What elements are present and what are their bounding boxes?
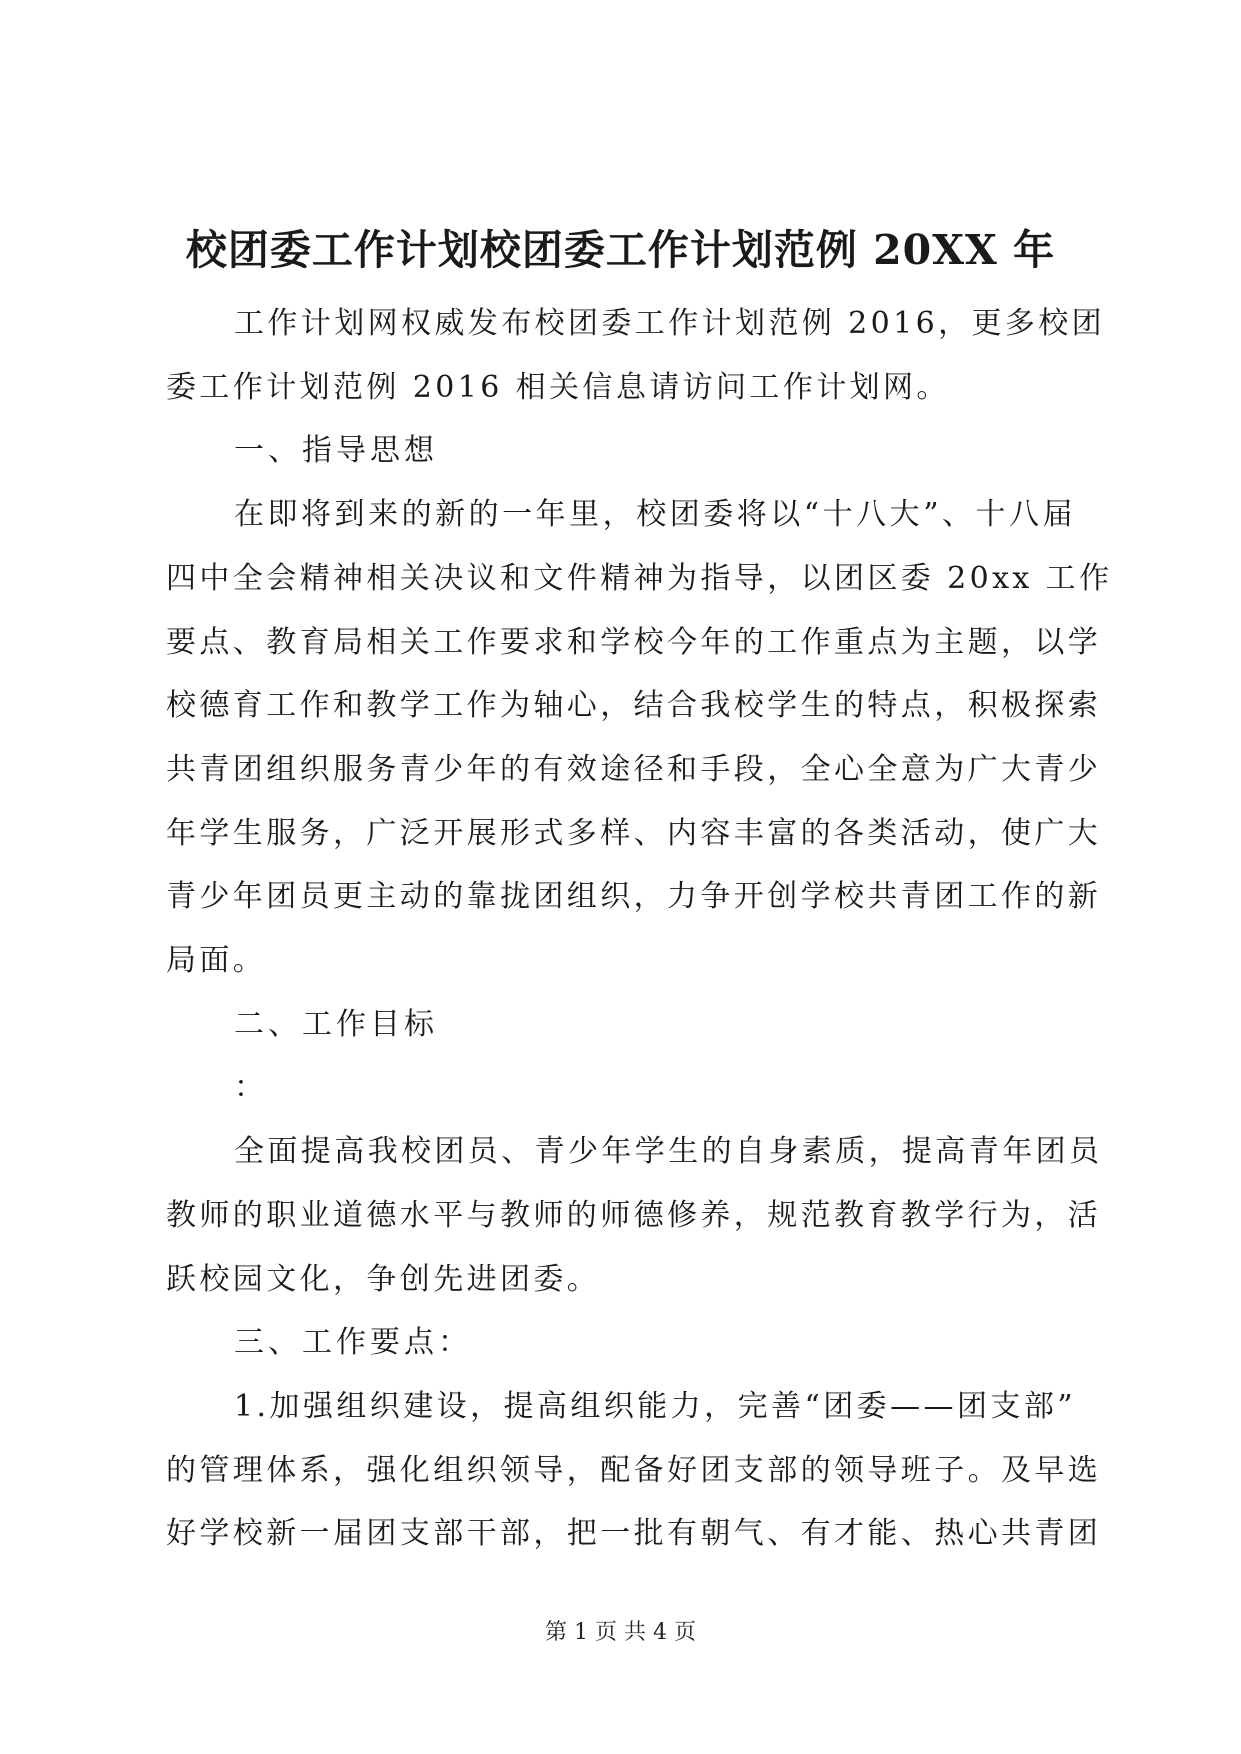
intro-paragraph [166, 292, 1106, 419]
section1-line: 青少年团员更主动的靠拢团组织，力争开创学校共青团工作的新 [166, 879, 1102, 915]
section2-line: 教师的职业道德水平与教师的师德修养，规范教育教学行为，活 [166, 1197, 1102, 1233]
section1-heading: 一、指导思想 [234, 433, 438, 469]
section2-paragraph [166, 1120, 1103, 1311]
section3-heading: 三、工作要点： [234, 1325, 472, 1361]
document-body [166, 292, 1113, 1566]
section1-line: 要点、教育局相关工作要求和学校今年的工作重点为主题，以学 [166, 624, 1102, 660]
intro-line-1: 工作计划网权威发布校团委工作计划范例 2016，更多校团 [234, 306, 1106, 341]
section3-line: 1.加强组织建设，提高组织能力，完善“团委——团支部” [234, 1388, 1076, 1424]
section1-paragraph [166, 483, 1113, 993]
intro-line-2: 委工作计划范例 2016 相关信息请访问工作计划网。 [166, 369, 950, 405]
page-footer: 第 1 页 共 4 页 [545, 1620, 696, 1645]
section2-heading: 二、工作目标 [234, 1006, 438, 1042]
section2-line: 全面提高我校团员、青少年学生的自身素质，提高青年团员 [234, 1134, 1103, 1170]
section1-line: 共青团组织服务青少年的有效途径和手段，全心全意为广大青少 [166, 751, 1102, 787]
section1-line: 四中全会精神相关决议和文件精神为指导，以团区委 20xx 工作 [166, 560, 1113, 596]
section3-paragraph [166, 1375, 1102, 1566]
section1-line: 在即将到来的新的一年里，校团委将以“十八大”、十八届 [234, 497, 1076, 533]
section1-line: 校德育工作和教学工作为轴心，结合我校学生的特点，积极探索 [166, 688, 1102, 724]
section3-line: 的管理体系，强化组织领导，配备好团支部的领导班子。及早选 [166, 1452, 1102, 1488]
section1-line: 局面。 [166, 943, 267, 979]
section1-line: 年学生服务，广泛开展形式多样、内容丰富的各类活动，使广大 [166, 815, 1102, 851]
section3-line: 好学校新一届团支部干部，把一批有朝气、有才能、热心共青团 [166, 1516, 1102, 1552]
document-title: 校团委工作计划校团委工作计划范例 20XX 年 [185, 226, 1056, 274]
section2-line: 跃校园文化，争创先进团委。 [166, 1261, 601, 1297]
section2-colon: ： [234, 1070, 268, 1106]
